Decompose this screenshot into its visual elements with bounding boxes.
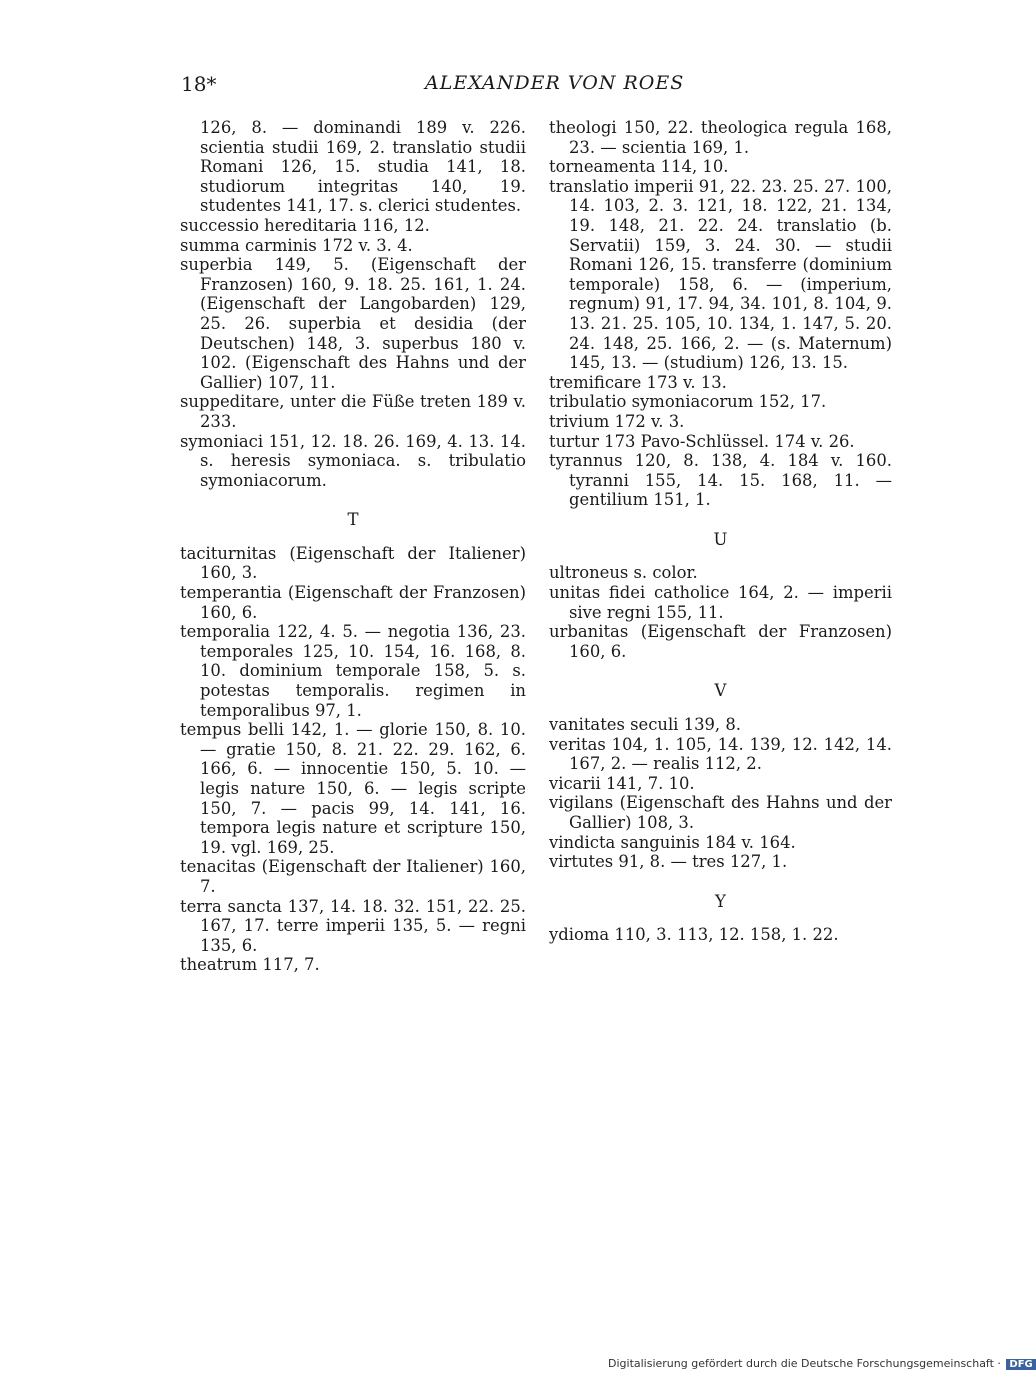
index-entry: tribulatio symoniacorum 152, 17. [549,392,827,412]
index-entry: translatio imperii 91, 22. 23. 25. 27. 100, 14. 103, 2. 3. 121, 18. 122, 21. 134, 19. 148, 21. 22. 24. translatio (b. Servatii) 159, 3. 24. 30. — studii Romani 126, 15. transferre (dominium temporale) 158, 6. — (imperium, regnum) 91, 17. 94, 34. 101, 8. 104, 9. 13. 21. 25. 105, 10. 134, 1. 147, 5. 20. 24. 148, 25. 166, 2. — (s. Maternum) 145, 13. — (studium) 126, 13. 15. [549,176,892,373]
index-entry: theatrum 117, 7. [180,955,320,975]
footer-text: Digitalisierung gefördert durch die Deutsche Forschungsgemeinschaft · [608,1357,1001,1370]
dfg-logo: DFG [1006,1359,1035,1370]
index-entry: vigilans (Eigenschaft des Hahns und der Gallier) 108, 3. [549,793,892,832]
index-entry: superbia 149, 5. (Eigenschaft der Franzosen) 160, 9. 18. 25. 161, 1. 24. (Eigenschaft der Langobarden) 129, 25. 26. superbia et desidia (der Deutschen) 148, 3. superbus 180 v. 102. (Eigenschaft des Hahns und der Gallier) 107, 11. [180,255,526,392]
index-entry: turtur 173 Pavo-Schlüssel. 174 v. 26. [549,431,855,451]
section-letter-y: Y [715,891,726,911]
index-entry: torneamenta 114, 10. [549,157,729,177]
index-entry: vicarii 141, 7. 10. [549,773,695,793]
index-entry: suppeditare, unter die Füße treten 189 v. 233. [180,392,526,431]
section-letter-t: T [347,510,359,530]
index-entry: tyrannus 120, 8. 138, 4. 184 v. 160. tyranni 155, 14. 15. 168, 11. — gentilium 151, 1. [549,451,892,510]
index-entry: terra sancta 137, 14. 18. 32. 151, 22. 25. 167, 17. terre imperii 135, 5. — regni 135, 6. [180,896,526,955]
index-entry: symoniaci 151, 12. 18. 26. 169, 4. 13. 14. s. heresis symoniaca. s. tribulatio symoniacorum. [180,431,526,490]
index-entry: ydioma 110, 3. 113, 12. 158, 1. 22. [549,925,839,945]
running-title: ALEXANDER VON ROES [425,72,685,94]
section-letter-u: U [713,529,728,549]
index-entry: temporalia 122, 4. 5. — negotia 136, 23. temporales 125, 10. 154, 16. 168, 8. 10. dominium temporale 158, 5. s. potestas temporalis. regimen in temporalibus 97, 1. [180,622,526,720]
index-entry: urbanitas (Eigenschaft der Franzosen) 160, 6. [549,622,892,661]
index-entry: taciturnitas (Eigenschaft der Italiener) 160, 3. [180,543,526,583]
right-column [549,118,892,945]
index-entry: tremificare 173 v. 13. [549,372,727,392]
index-entry: tempus belli 142, 1. — glorie 150, 8. 10. — gratie 150, 8. 21. 22. 29. 162, 6. 166, 6. — innocentie 150, 5. 10. — legis nature 150, 6. — legis scripte 150, 7. — pacis 99, 14. 141, 16. tempora legis nature et scripture 150, 19. vgl. 169, 25. [180,720,526,857]
index-entry: temperantia (Eigenschaft der Franzosen) 160, 6. [180,583,526,622]
page-number: 18* [181,72,217,96]
index-entry: vanitates seculi 139, 8. [549,715,741,735]
index-entry: successio hereditaria 116, 12. [180,215,430,235]
index-entry: ultroneus s. color. [549,563,698,583]
left-column [180,118,526,975]
index-entry: virtutes 91, 8. — tres 127, 1. [549,852,788,872]
index-entry: 126, 8. — dominandi 189 v. 226. scientia studii 169, 2. translatio studii Romani 126, 15. studia 141, 18. studiorum integritas 140, 19. studentes 141, 17. s. clerici studentes. [200,118,526,216]
index-entry: vindicta sanguinis 184 v. 164. [549,832,796,852]
index-entry: summa carminis 172 v. 3. 4. [180,235,413,255]
index-entry: theologi 150, 22. theologica regula 168, 23. — scientia 169, 1. [549,118,892,157]
index-entry: unitas fidei catholice 164, 2. — imperii sive regni 155, 11. [549,583,892,622]
section-letter-v: V [714,681,727,701]
index-entry: veritas 104, 1. 105, 14. 139, 12. 142, 14. 167, 2. — realis 112, 2. [549,734,892,774]
digitization-footer [608,1357,1036,1370]
index-entry: trivium 172 v. 3. [549,411,685,431]
index-entry: tenacitas (Eigenschaft der Italiener) 160, 7. [180,857,526,896]
